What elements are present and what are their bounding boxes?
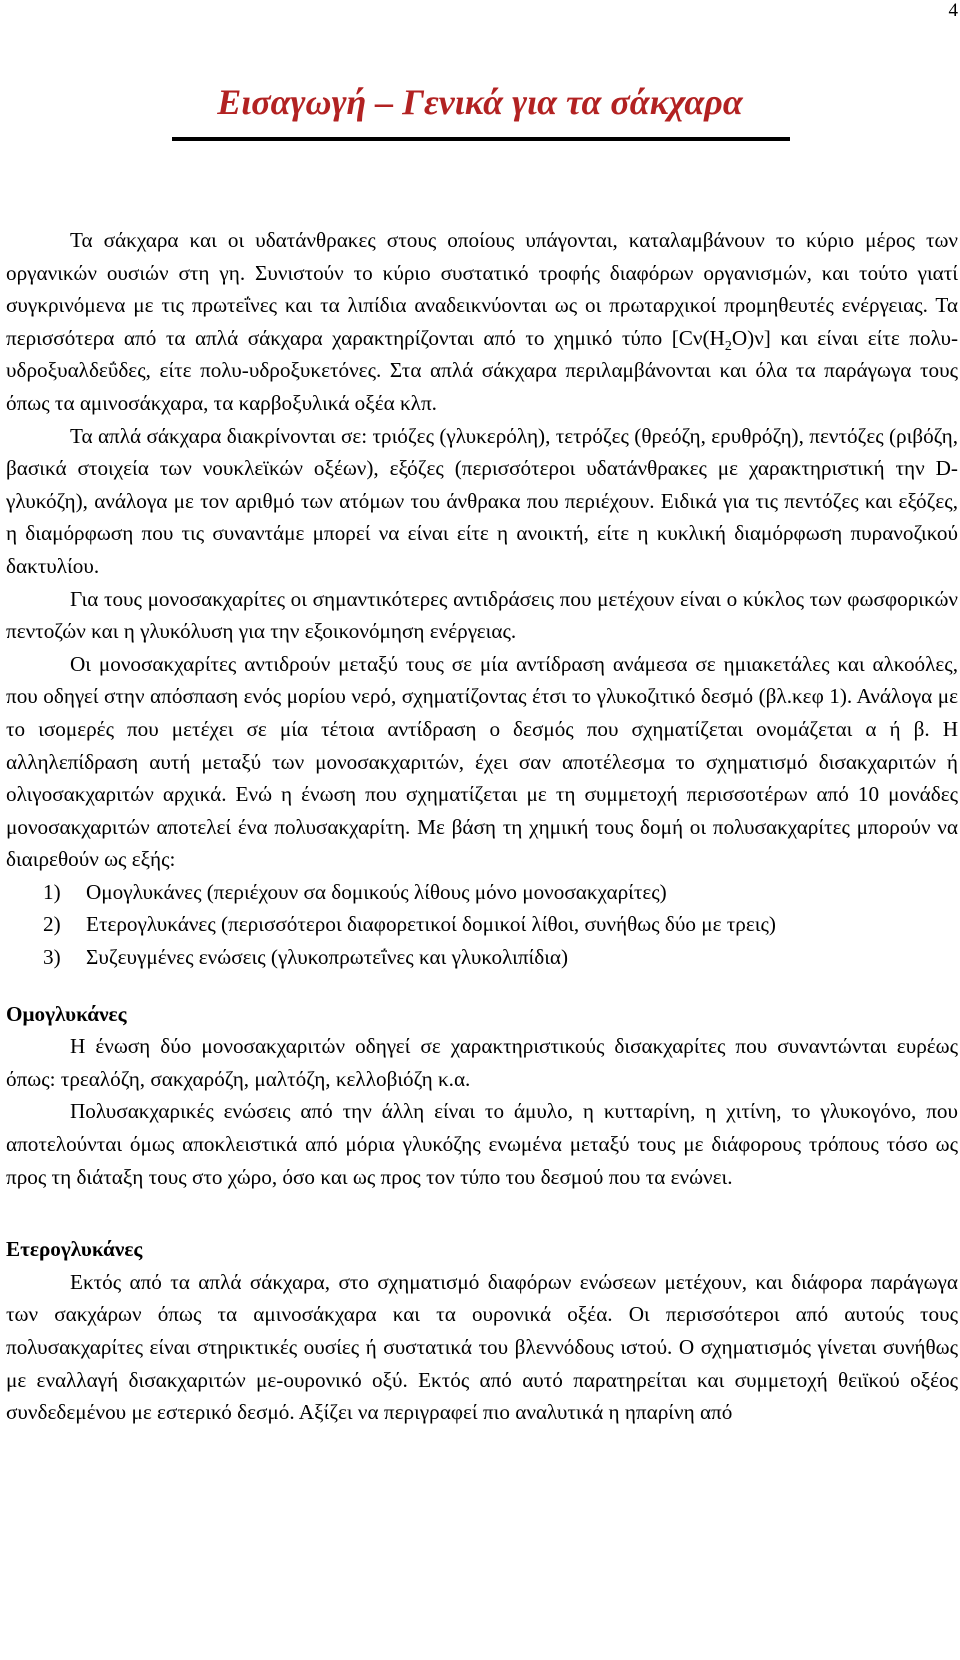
spacer [6,1193,958,1233]
section-heading-heteroglycans: Ετερογλυκάνες [6,1237,143,1262]
intro-text-part2: O)ν] και είναι είτε πολυ-υδροξυαλδεΰδες, είτε πολυ-υδροξυκετόνες. Στα απλά σάκχαρα περιλαμβάνονται και όλα τα παράγωγα τους όπως τα αμινοσάκχαρα, τα καρβοξυλικά οξέα κλπ. [6,325,959,415]
glycosidic-bond-paragraph: Οι μονοσακχαρίτες αντιδρούν μεταξύ τους σε μία αντίδραση ανάμεσα σε ημιακετάλες και αλκοόλες, που οδηγεί στην απόσπαση ενός μορίου νερό, σχηματίζοντας έτσι το γλυκοζιτικό δεσμό (βλ.κεφ 1). Ανάλογα με το ισομερές που μετέχει σε μία τέτοια αντίδραση ο δεσμός που σχηματίζεται ονομάζεται α ή β. Η αλληλεπίδραση αυτή μεταξύ των μονοσακχαριτών, έχει σαν αποτέλεσμα το σχηματισμό δισακχαριτών ή ολιγοσακχαριτών αρχικά. Ενώ η ένωση που σχηματίζεται με τη συμμετοχή περισσοτέρων από 10 μονάδες μονοσακχαριτών αποτελεί ένα πολυσακχαρίτη. Με βάση τη χημική τους δομή οι πολυσακχαρίτες μπορούν να διαιρεθούν ως εξής: [6,651,958,872]
spacer [6,974,958,998]
heteroglycans-paragraph-1: Εκτός από τα απλά σάκχαρα, στο σχηματισμό διαφόρων ενώσεων μετέχουν, και διάφορα παράγωγα των σακχάρων όπως τα αμινοσάκχαρα και τα ουρονικά οξέα. Οι περισσότεροι από αυτούς τους πολυσακχαρίτες είναι στηρικτικές ουσίες ή συστατικά του βλεννόδους ιστού. Ο σχηματισμός γίνεται συνήθως με εναλλαγή δισακχαριτών με-ουρονικό οξύ. Εκτός από αυτό παρατηρείται και συμμετοχή θειϊκού οξέος συνδεδεμένου με εστερικό δεσμό. Αξίζει να περιγραφεί πιο αναλυτικά η ηπαρίνη από [6,1269,958,1425]
list-item [6,876,958,909]
list-item-text: Ομογλυκάνες (περιέχουν σα δομικούς λίθους μόνο μονοσακχαρίτες) [86,879,667,904]
formula-subscript: 2 [724,339,732,355]
list-item-text: Συζευγμένες ενώσεις (γλυκοπρωτεΐνες και γλυκολιπίδια) [86,945,569,970]
page-title: Εισαγωγή – Γενικά για τα σάκχαρα [217,82,743,122]
homoglycans-paragraph-2: Πολυσακχαρικές ενώσεις από την άλλη είναι το άμυλο, η κυτταρίνη, η χιτίνη, το γλυκογόνο, που αποτελούνται όμως αποκλειστικά από μόρια γλυκόζης ενωμένα μεταξύ τους με διάφορους τρόπους τόσο ως προς τη διάταξη τους στο χώρο, όσο και ως προς τον τύπο του δεσμού που τα ενώνει. [6,1099,958,1189]
page-number: 4 [948,0,958,21]
list-item-number: 1) [43,879,61,904]
document-body [6,224,958,1429]
list-item-text: Ετερογλυκάνες (περισσότεροι διαφορετικοί δομικοί λίθοι, συνήθως δύο με τρεις) [86,912,776,937]
sugars-classification-paragraph: Τα απλά σάκχαρα διακρίνονται σε: τριόζες (γλυκερόλη), τετρόζες (θρεόζη, ερυθρόζη), πεντόζες (ριβόζη, βασικά στοιχεία των νουκλεϊκών οξέων), εξόζες (περισσότεροι υδατάνθρακες με χαρακτηριστική την D-γλυκόζη), ανάλογα με τον αριθμό των ατόμων του άνθρακα που περιέχουν. Ειδικά για τις πεντόζες και εξόζες, η διαμόρφωση που τις συναντάμε μπορεί να είναι είτε η ανοικτή, είτε η κυκλική διαμόρφωση πυρανοζικού δακτυλίου. [6,423,958,578]
section-heading-homoglycans: Ομογλυκάνες [6,1001,127,1026]
polysaccharide-types-list [6,876,958,974]
list-item-number: 2) [43,912,61,937]
title-underline [172,137,790,141]
list-item [6,941,958,974]
homoglycans-paragraph-1: Η ένωση δύο μονοσακχαριτών οδηγεί σε χαρακτηριστικούς δισακχαρίτες που συναντώνται ευρέως όπως: τρεαλόζη, σακχαρόζη, μαλτόζη, κελλοβιόζη κ.α. [6,1034,958,1091]
list-item [6,908,958,941]
list-item-number: 3) [43,945,61,970]
monosaccharide-reactions-paragraph: Για τους μονοσακχαρίτες οι σημαντικότερες αντιδράσεις που μετέχουν είναι ο κύκλος των φωσφορικών πεντοζών και η γλυκόλυση για την εξοικονόμηση ενέργειας. [6,586,958,644]
intro-text-part1: Τα σάκχαρα και οι υδατάνθρακες στους οποίους υπάγονται, καταλαμβάνουν το κύριο μέρος των οργανικών ουσιών στη γη. Συνιστούν το κύριο συστατικό τροφής διαφόρων οργανισμών, και τούτο γιατί συγκρινόμενα με τις πρωτεΐνες και τα λιπίδια αναδεικνύονται ως οι πρωταρχικοί προμηθευτές ενέργειας. Τα περισσότερα από τα απλά σάκχαρα χαρακτηρίζονται από το χημικό τύπο [Cν(H [6,228,958,350]
intro-paragraph [6,224,958,420]
